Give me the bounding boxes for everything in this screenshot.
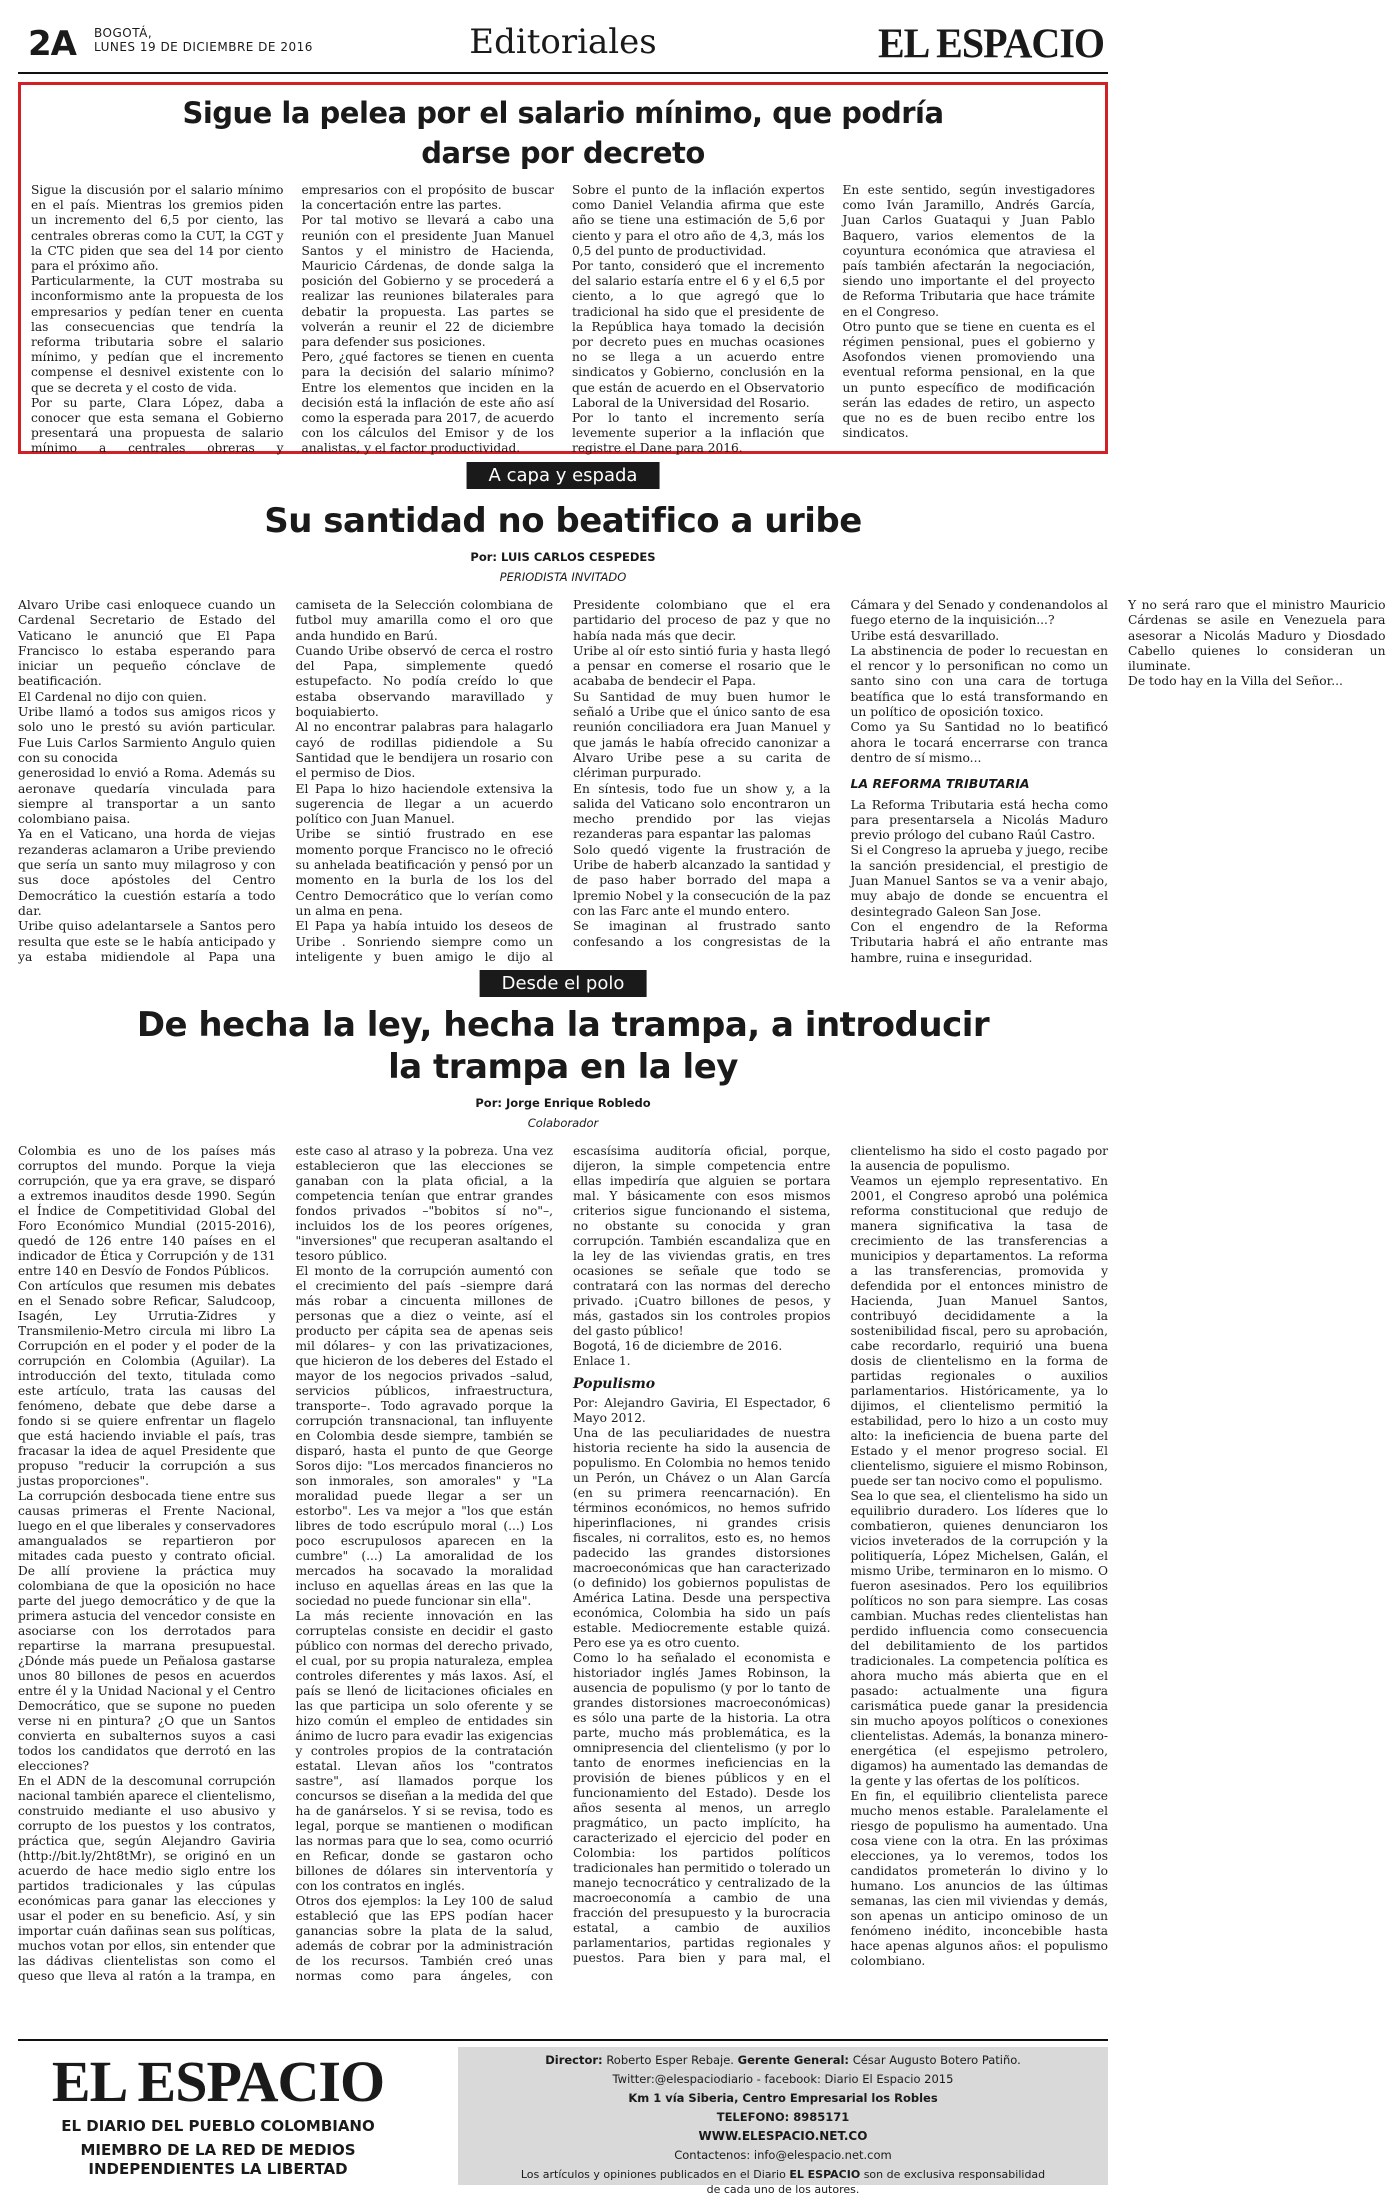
article-paragraph: El monto de la corrupción aumentó con el crecimiento del país –siempre dará más robar a cincuenta millones de personas que a diez o veinte, así el producto per cápita sea de apenas seis mil dólares– y con las privatizaciones, que hicieron de los deberes del Estado el mayor de los negocios privados –salud, servicios públicos, infraestructura, transporte–. Todo agravado porque la corrupción transnacional, tan influyente en Colombia desde siempre, también se disparó, hasta el punto de que George Soros dijo: "Los mercados financieros no son inmorales, son amorales" y "La moralidad puede llegar a ser un estorbo". Les va mejor a "los que están libres de todo escrúpulo moral (...) Los poco escrupulosos aparecen en la cumbre" (...) La amoralidad de los mercados ha socavado la moralidad incluso en aquellas áreas en las que la sociedad no puede funcionar sin ella". [295, 1264, 553, 1608]
article-paragraph: Ya en el Vaticano, una horda de viejas rezanderas aclamaron a Uribe previendo que sería un santo muy milagroso y con sus doce apóstoles del Centro Democrático la cuestión estaría a todo dar. [18, 827, 276, 918]
section-title: Editoriales [469, 22, 657, 62]
footer-contact-email[interactable]: Contactenos: info@elespacio.net.com [674, 2148, 892, 2162]
article-paragraph: Uribe quiso adelantarsele a Santos pero resulta que este se le había anticipado y ya estaba midiendole al Papa una camiseta de la Selección colombiana de futbol muy amarilla como el oro que anda hundido en Barú. [18, 598, 553, 964]
article-paragraph: En el ADN de la descomunal corrupción nacional también aparece el clientelismo, construido mediante el uso abusivo y corrupto de los puestos y los contratos, práctica que, según Alejandro Gaviria (http://bit.ly/2ht8tMr), se originó en un acuerdo de hace medio siglo entre los partidos tradicionales y las cúpulas económicas para ganar las elecciones y usar el poder en su beneficio. Así, y sin importar cuán dañinas sean sus políticas, muchos votan por ellos, sin entender que las dádivas clientelistas son como el queso que lleva al ratón a la trampa, en este caso al atraso y la pobreza. Una vez establecieron que las elecciones se ganaban con la plata oficial, a la competencia tenían que entrar grandes fondos privados –"bobitos sí no"–, incluidos los de los peores orígenes, "inversiones" que recuperan asaltando el tesoro público. [18, 1144, 553, 1983]
editorial-box [18, 82, 1108, 454]
article-paragraph: Colombia es uno de los países más corruptos del mundo. Porque la vieja corrupción, que ya era grave, se disparó a extremos inauditos desde 1990. Según el Índice de Competitividad Global del Foro Económico Mundial (2015-2016), quedó de 126 entre 140 países en el indicador de Ética y Corrupción y de 131 entre 140 en Desvío de Fondos Públicos. [18, 1144, 276, 1278]
section-banner-desde-el-polo: Desde el polo [480, 970, 647, 997]
byline-cespedes: Por: LUIS CARLOS CESPEDES [470, 550, 656, 564]
article-paragraph: Por: Alejandro Gaviria, El Espectador, 6 Mayo 2012. [573, 1396, 831, 1425]
article-paragraph: Otros dos ejemplos: la Ley 100 de salud estableció que las EPS podían hacer ganancias sobre la plata de la salud, además de cobrar por la administración de los recursos. También creó unas normas como para ángeles, con escasísima auditoría oficial, porque, dijeron, la simple competencia entre ellas impediría que alguien se portara mal. Y básicamente con esos mismos criterios sigue funcionando el sistema, no obstante su conocida y gran corrupción. También escandaliza que en la ley de las viviendas gratis, en tres ocasiones se señale que todo se contratará con las normas del derecho privado. ¡Cuatro billones de pesos, y más, gastados sin los controles propios del gasto público! [295, 1144, 831, 1983]
subhead-populismo: Populismo [573, 1376, 656, 1392]
editorial-paragraph: En este sentido, según investigadores como Iván Jaramillo, Andrés García, Juan Carlos Guataqui y Juan Pablo Baquero, varios elementos de la coyuntura económica que atraviesa el país también afectarán la negociación, siendo uno importante el del proyecto de Reforma Tributaria que hace trámite en el Congreso. [842, 183, 1095, 319]
author-role: Colaborador [527, 1116, 599, 1130]
editorial-paragraph: Por tanto, consideró que el incremento del salario estaría entre el 6 y el 6,5 por ciento, a lo que agregó que lo tradicional ha sido que el presidente de la República haya tomado la decisión por decreto pues en muchas ocasiones no se llega a un acuerdo entre sindicatos y Gobierno, conclusión en la que están de acuerdo en el Observatorio Laboral de la Universidad del Rosario. [572, 259, 825, 410]
editorial-title-line: Sigue la pelea por el salario mínimo, que podría [182, 96, 944, 130]
footer-member [18, 2141, 418, 2179]
article-title-line: De hecha la ley, hecha la trampa, a introducir [136, 1005, 990, 1045]
header-logo: EL ESPACIO [878, 19, 1104, 68]
article-paragraph: Enlace 1. [573, 1354, 631, 1368]
disclaimer-text: son de exclusiva responsabilidad [863, 2168, 1046, 2181]
page-footer [18, 2039, 1108, 2196]
article-paragraph: En síntesis, todo fue un show y, a la salida del Vaticano solo encontraron un mecho prendido por las viejas rezanderas para espantar las palomas [573, 781, 831, 842]
article-paragraph: Una de las peculiaridades de nuestra historia reciente ha sido la ausencia de populismo. En Colombia no hemos tenido un Perón, un Chávez o un Alan García (en su primera reencarnación). En términos económicos, no hemos sufrido hiperinflaciones, ni grandes crisis fiscales, ni corralitos, esto es, no hemos padecido las grandes distorsiones macroeconómicas que han caracterizado (o definido) los gobiernos populistas de América Latina. Desde una perspectiva económica, Colombia ha sido un país estable. Mediocremente estable quizá. Pero ese ya es otro cuento. [573, 1426, 831, 1650]
editorial-paragraph: Por lo tanto el incremento sería levemente superior a la inflación que registre el Dane para 2016. [572, 411, 825, 456]
article-paragraph: Si el Congreso la aprueba y juego, recibe la sanción presidencial, el prestigio de Juan Manuel Santos se va a venir abajo, muy abajo de donde se encuentra el desintegrado Galeon San Jose. [850, 843, 1108, 919]
byline-robledo: Por: Jorge Enrique Robledo [475, 1096, 651, 1110]
article-paragraph: Uribe llamó a todos sus amigos ricos y solo uno le prestó su avión particular. Fue Luis Carlos Sarmiento Angulo quien con su conocida [18, 705, 276, 765]
footer-tagline: EL DIARIO DEL PUEBLO COLOMBIANO [61, 2117, 375, 2135]
section-banner-capa-y-espada: A capa y espada [467, 462, 660, 489]
disclaimer-brand: EL ESPACIO [789, 2168, 861, 2181]
dateline-city: BOGOTÁ, [94, 26, 153, 40]
article-paragraph: El Papa lo hizo haciendole extensiva la sugerencia de llegar a un acuerdo político con Juan Manuel. [295, 781, 553, 827]
editorial-paragraph: Pero, ¿qué factores se tienen en cuenta para la decisión del salario mínimo? Entre los elementos que inciden en la decisión está la inflación de este año así como la esperada para 2017, de acuerdo con los cálculos del Emisor y de los analistas, y el factor productividad. [301, 350, 554, 456]
article-paragraph: La abstinencia de poder lo recuestan en el rencor y lo personifican no como un santo sino con una cara de tortuga beatífica que lo está transformando en un político de oposición toxico. [850, 643, 1108, 720]
manager-label: Gerente General: [737, 2053, 850, 2067]
director-name: Roberto Esper Rebaje. [606, 2053, 734, 2067]
editorial-paragraph: Otro punto que se tiene en cuenta es el régimen pensional, pues el gobierno y Asofondos vienen promoviendo una eventual reforma pensional, en la que un punto específico de modificación serán las edades de retiro, un aspecto que no es de buen recibo entre los sindicatos. [842, 319, 1095, 441]
footer-member-line: INDEPENDIENTES LA LIBERTAD [88, 2160, 348, 2178]
page-header [18, 14, 1108, 74]
article-paragraph: Y no será raro que el ministro Mauricio Cárdenas se asile en Venezuela para asesorar a Nicolás Maduro y Diosdado Cabello quienes lo consideran un iluminate. [1128, 598, 1386, 674]
disclaimer-text: de cada uno de los autores. [706, 2183, 860, 2196]
editorial-paragraph: Sobre el punto de la inflación expertos como Daniel Velandia afirma que este año se tiene una estimación de 5,6 por ciento y para el otro año de 4,3, más los 0,5 del punto de productividad. [572, 183, 825, 258]
page-number: 2A [28, 24, 76, 64]
article-paragraph: El Papa ya había intuido los deseos de Uribe . Sonriendo siempre como un inteligente y buen amigo le dijo al Presidente colombiano que el era partidario del proceso de paz y que no había nada más que decir. [295, 598, 831, 964]
editorial-title [31, 93, 1095, 173]
footer-phone: TELEFONO: 8985171 [716, 2110, 850, 2124]
editorial-body [31, 183, 1095, 457]
article-paragraph: En fin, el equilibrio clientelista parece mucho menos estable. Paralelamente el riesgo de populismo ha aumentado. Una cosa viene con la otra. En las próximas elecciones, ya lo veremos, todos los candidatos prometerán lo divino y lo humano. Los anuncios de las últimas semanas, las cien mil viviendas y demás, son apenas un anticipo ominoso de un fenómeno inédito, inconcebible hasta hace apenas algunos años: el populismo colombiano. [850, 1789, 1108, 1968]
article-paragraph: La Reforma Tributaria está hecha como para presentarsela a Nicolás Maduro previo prólogo del cubano Raúl Castro. [850, 797, 1108, 843]
article-body-santidad [18, 598, 1386, 968]
article-paragraph: Alvaro Uribe casi enloquece cuando un Cardenal Secretario de Estado del Vaticano le anunció que El Papa Francisco lo estaba esperando para iniciar un pequeño cónclave de beatificación. [18, 598, 276, 689]
article-paragraph: Veamos un ejemplo representativo. En 2001, el Congreso aprobó una polémica reforma constitucional que redujo de manera significativa la tasa de crecimiento de las transferencias a municipios y departamentos. La reforma a las transferencias, promovida y defendida por el entonces ministro de Hacienda, Juan Manuel Santos, contribuyó decididamente a la sostenibilidad fiscal, pero su aprobación, cabe recordarlo, requirió una buena dosis de clientelismo en la forma de partidas regionales o auxilios parlamentarios. Históricamente, ya lo dijimos, el clientelismo permitió la estabilidad, pero lo hizo a un costo muy alto: la ineficiencia de buena parte del Estado y el menor progreso social. El clientelismo, siguiere el mismo Robinson, puede ser tan nocivo como el populismo. [850, 1174, 1108, 1488]
article-title-line: la trampa en la ley [388, 1047, 738, 1087]
article-title-santidad: Su santidad no beatifico a uribe [264, 501, 862, 541]
editorial-title-line: darse por decreto [421, 136, 705, 170]
article-paragraph: Sea lo que sea, el clientelismo ha sido un equilibrio duradero. Los líderes que lo combatieron, quienes denunciaron los vicios inveterados de la corrupción y la politiquería, López Michelsen, Galán, el mismo Uribe, terminaron en lo mismo. O fueron asesinados. Pero los equilibrios políticos no son para siempre. Las cosas cambian. Muchas redes clientelistas han perdido influencia como consecuencia del debilitamiento de los partidos tradicionales. La competencia política es ahora mucho más abierta que en el pasado: actualmente una figura carismática puede ganar la presidencia sin mucho apoyos políticos o conexiones clientelistas. Además, la bonanza minero-energética (el espejismo petrolero, digamos) ha aumentado las demandas de la gente y las ofertas de los políticos. [850, 1489, 1108, 1788]
footer-brand [18, 2051, 418, 2179]
article-paragraph: Con artículos que resumen mis debates en el Senado sobre Reficar, Saludcoop, Isagén, Ley Urrutia-Zidres y Transmilenio-Metro circula mi libro La Corrupción en el poder y el poder de la corrupción en Colombia (Aguilar). La introducción del texto, titulada como este artículo, trata las causas del fenómeno, debate que debe darse a fondo si se quiere enfrentar un flagelo que está haciendo inviable el país, tras fracasar la idea de aquel Presidente que propuso "reducir la corrupción a sus justas proporciones". [18, 1279, 276, 1488]
editorial-paragraph: Sigue la discusión por el salario mínimo en el país. Mientras los gremios piden un incremento del 6,5 por ciento, las centrales obreras como la CUT, la CGT y la CTC piden que sea del 14 por ciento para el próximo año. [31, 183, 284, 274]
article-paragraph: Uribe al oír esto sintió furia y hasta llegó a pensar en comerse el rosario que le acababa de bendecir el Papa. [573, 643, 831, 689]
dateline-date: LUNES 19 DE DICIEMBRE DE 2016 [94, 40, 313, 54]
editorial-paragraph: Por tal motivo se llevará a cabo una reunión con el presidente Juan Manuel Santos y el ministro de Hacienda, Mauricio Cárdenas, de donde salga la posición del Gobierno y se procederá a realizar las reuniones bilaterales para debatir la propuesta. Las partes se volverán a reunir el 22 de diciembre para defender sus posiciones. [301, 213, 554, 350]
article-paragraph: De todo hay en la Villa del Señor... [1128, 674, 1343, 689]
article-title-ley-trampa [18, 1004, 1108, 1088]
footer-credits-line [458, 2051, 1108, 2070]
footer-social: Twitter:@elespaciodiario - facebook: Diario El Espacio 2015 [612, 2072, 954, 2086]
article-paragraph: La corrupción desbocada tiene entre sus causas primeras el Frente Nacional, luego en el que liberales y conservadores amangualados se repartieron por mitades cada puesto y contrato oficial. De allí proviene la práctica muy colombiana de que la oposición no hace parte del juego democrático y de que la primera astucia del vencedor consiste en asociarse con los derrotados para repartirse la marrana presupuestal. ¿Dónde más puede un Peñalosa gastarse unos 80 billones de pesos en acuerdos entre él y la Unidad Nacional y el Centro Democrático, que se supone no pueden verse ni en pintura? ¿O que un Santos convierta en subalternos suyos a casi todos los candidatos que derrotó en las elecciones? [18, 1489, 276, 1773]
editorial-paragraph: Particularmente, la CUT mostraba su inconformismo ante la propuesta de los empresarios y pedían tener en cuenta las consecuencias que tendría la reforma tributaria sobre el salario mínimo, y pedían que el incremento compense el desnivel existente con lo que se decreta y el costo de vida. [31, 274, 284, 395]
article-paragraph: Se imaginan al frustrado santo confesando a los congresistas de la Cámara y del Senado y condenandolos al fuego eterno de la inquisición...? [573, 598, 1108, 949]
footer-member-line: MIEMBRO DE LA RED DE MEDIOS [80, 2141, 356, 2159]
director-label: Director: [545, 2053, 603, 2067]
article-paragraph: Cuando Uribe observó de cerca el rostro del Papa, simplemente quedó estupefacto. No podía creído lo que estaba observando maravillado y boquiabierto. [295, 643, 553, 720]
article-paragraph: Al no encontrar palabras para halagarlo cayó de rodillas pidiendole a Su Santidad que le bendijera un rosario con el permiso de Dios. [295, 720, 553, 781]
footer-credits-box [458, 2047, 1108, 2196]
article-paragraph: Bogotá, 16 de diciembre de 2016. [573, 1339, 783, 1353]
disclaimer-text: Los artículos y opiniones publicados en el Diario [520, 2168, 786, 2181]
footer-address: Km 1 vía Siberia, Centro Empresarial los Robles [628, 2091, 938, 2105]
subhead-reforma-tributaria: LA REFORMA TRIBUTARIA [850, 776, 1030, 792]
article-paragraph: Solo quedó vigente la frustración de Uribe de haberb alcanzado la santidad y de paso haber borrado del mapa a lpremio Nobel y la consecución de la paz con las Farc ante el mundo entero. [573, 842, 831, 918]
article-paragraph: Uribe se sintió frustrado en ese momento porque Francisco no le ofreció su anhelada beatificación y pensó por un momento en la burla de los los del Centro Democrático que lo verían como un alma en pena. [295, 827, 553, 918]
article-body-ley-trampa [18, 1144, 1108, 2024]
author-role: PERIODISTA INVITADO [499, 570, 627, 584]
article-paragraph: La más reciente innovación en las corruptelas consiste en decidir el gasto público con normas del derecho privado, el cual, por su propia naturaleza, emplea controles diferentes y más laxos. Así, el país se llenó de licitaciones oficiales en las que participa un solo oferente y se hizo común el empleo de entidades sin ánimo de lucro para evadir las exigencias y controles propios de la contratación estatal. Llevan años los "contratos sastre", así llamados porque los concursos se diseñan a la medida del que ha de ganárselos. Y si se revisa, todo es legal, porque se mantienen o modifican las normas para que lo sea, como ocurrió en Reficar, donde se gastaron ocho billones de dólares sin interventoría y con los contratos en inglés. [295, 1609, 553, 1893]
footer-website-link[interactable]: WWW.ELESPACIO.NET.CO [698, 2129, 868, 2143]
editorial-paragraph: Por su parte, Clara López, daba a conocer que esta semana el Gobierno presentará una propuesta de salario mínimo a centrales obreras y empresarios con el propósito de buscar la concertación entre las partes. [31, 183, 554, 456]
article-paragraph: El Cardenal no dijo con quien. [18, 689, 207, 704]
footer-disclaimer [458, 2167, 1108, 2197]
article-paragraph: Como lo ha señalado el economista e historiador inglés James Robinson, la ausencia de populismo (y por lo tanto de grandes distorsiones macroeconómicas) es sólo una parte de la historia. La otra parte, mucho más problemática, es la omnipresencia del clientelismo (y por lo tanto de enormes ineficiencias en la provisión de bienes públicos y en el funcionamiento del Estado). Desde los años sesenta al menos, un arreglo pragmático, un pacto implícito, ha caracterizado el ejercicio del poder en Colombia: los partidos políticos tradicionales han permitido o tolerado un manejo tecnocrático y centralizado de la macroeconomía a cambio de una fracción del presupuesto y la burocracia estatal, a cambio de auxilios parlamentarios, partidas regionales y puestos. Para bien y para mal, el clientelismo ha sido el costo pagado por la ausencia de populismo. [573, 1144, 1108, 1965]
manager-name: César Augusto Botero Patiño. [852, 2053, 1021, 2067]
article-paragraph: Uribe está desvarillado. [850, 628, 1000, 643]
footer-logo: EL ESPACIO [51, 2049, 385, 2114]
article-paragraph: generosidad lo envió a Roma. Además su aeronave quedaría vinculada para siempre al transportar a un santo colombiano paisa. [18, 766, 276, 827]
newspaper-page [18, 14, 1386, 2196]
article-paragraph: Como ya Su Santidad no lo beatificó ahora le tocará encerrarse con tranca dentro de sí mismo... [850, 720, 1108, 765]
article-paragraph: Con el engendro de la Reforma Tributaria habrá el año entrante mas hambre, ruina e inseguridad. [850, 919, 1108, 965]
article-paragraph: Su Santidad de muy buen humor le señaló a Uribe que el único santo de esa reunión conciliadora era Juan Manuel y que jamás le había ofrecido canonizar a Alvaro Uribe pese a su carita de clériman purpurado. [573, 689, 831, 781]
